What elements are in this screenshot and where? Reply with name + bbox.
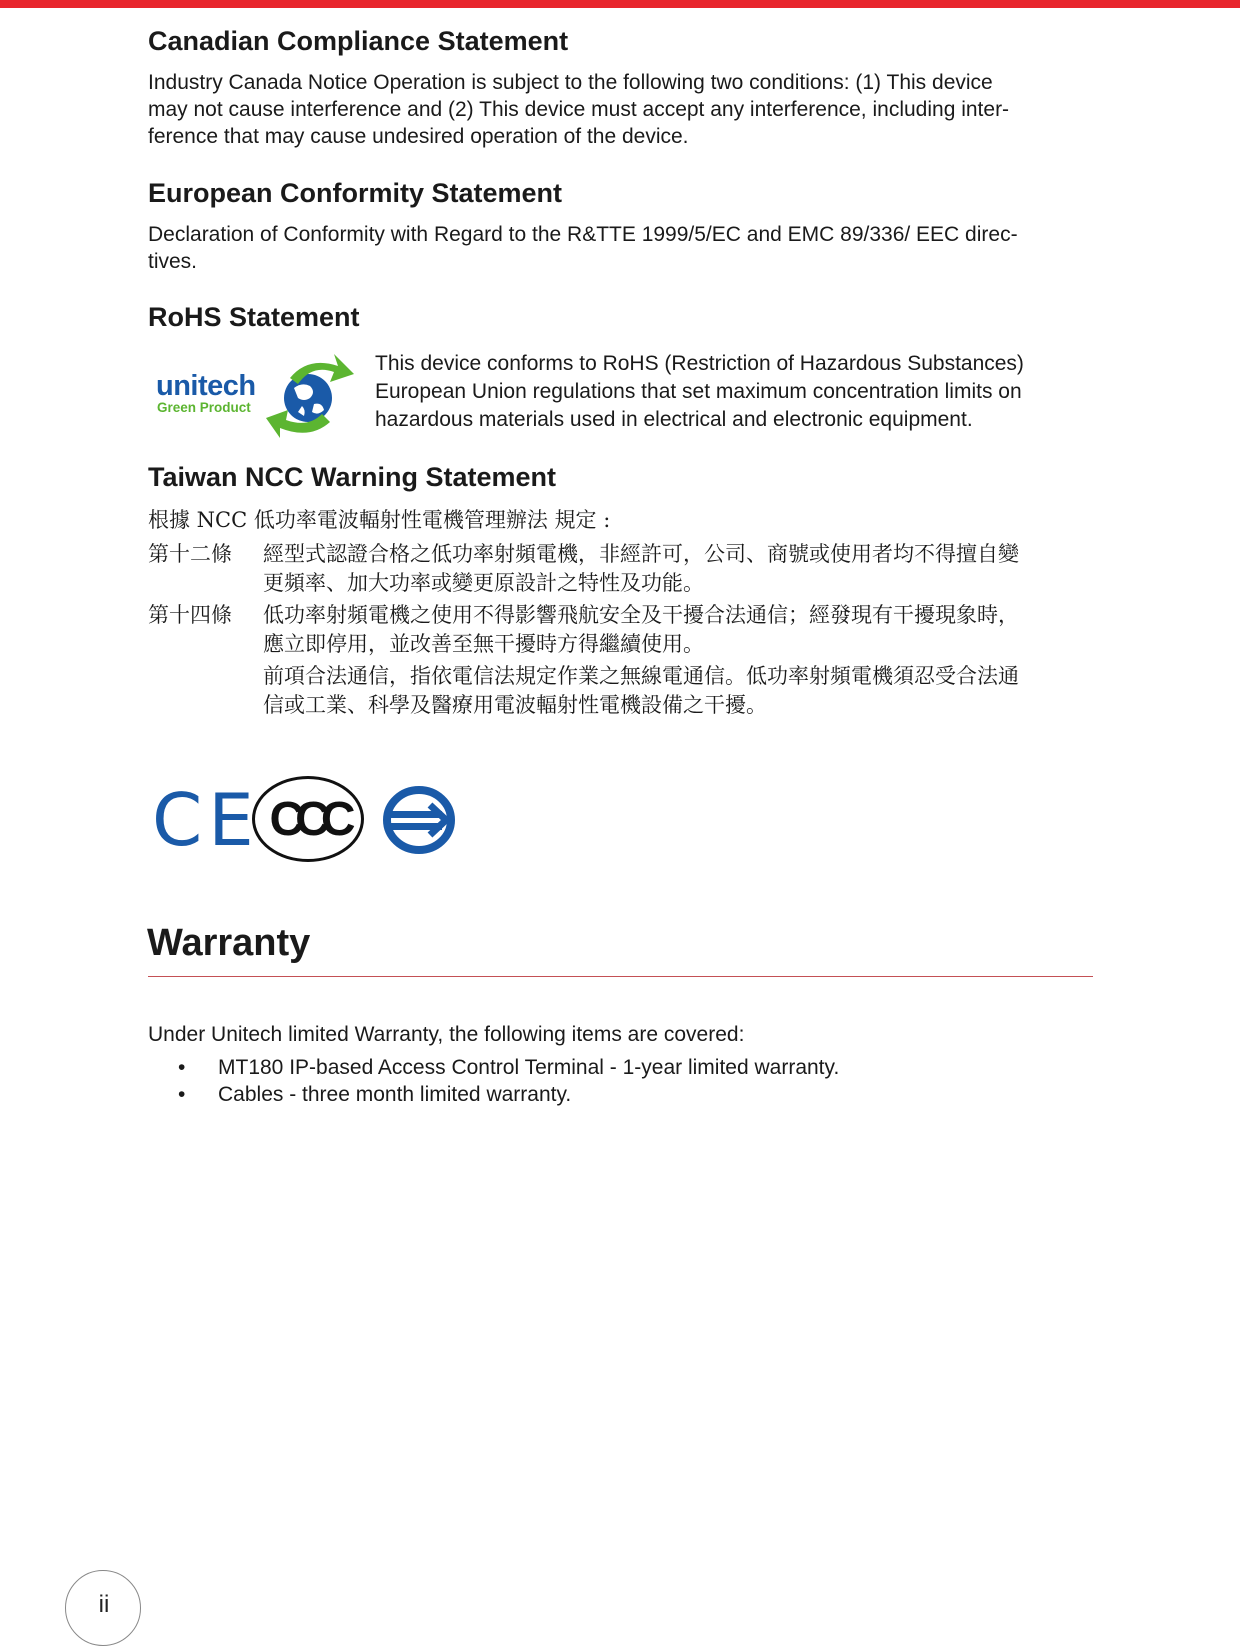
canadian-line: ference that may cause undesired operation of the device. (148, 125, 689, 148)
warranty-heading: Warranty (147, 922, 311, 964)
bullet-icon: • (178, 1083, 186, 1106)
bsmi-mark-icon (382, 785, 456, 855)
european-line: tives. (148, 250, 198, 273)
canadian-line: Industry Canada Notice Operation is subject to the following two conditions: (1) This device (148, 71, 993, 94)
rohs-heading: RoHS Statement (148, 302, 360, 332)
article-14-line: 應立即停用，並改善至無干擾時方得繼續使用。 (263, 632, 704, 656)
rohs-line: This device conforms to RoHS (Restriction of Hazardous Substances) (375, 352, 1024, 375)
list-item (148, 1054, 1098, 1081)
warranty-intro: Under Unitech limited Warranty, the following items are covered: (148, 1023, 745, 1046)
page-number: ii (98, 1591, 110, 1618)
taiwan-heading: Taiwan NCC Warning Statement (148, 462, 557, 492)
canadian-heading: Canadian Compliance Statement (148, 26, 569, 56)
list-item (148, 1081, 1098, 1108)
canadian-paragraph (148, 69, 1098, 150)
article-14-line: 低功率射頻電機之使用不得影響飛航安全及干擾合法通信；經發現有干擾現象時， (263, 603, 1019, 627)
article-12-text (263, 540, 1088, 598)
article-12 (148, 540, 1088, 600)
taiwan-intro: 根據 NCC 低功率電波輻射性電機管理辦法 規定 : (148, 508, 611, 532)
top-accent-bar (0, 0, 1240, 8)
european-paragraph (148, 221, 1098, 275)
ce-mark-text: CE (152, 778, 260, 862)
european-line: Declaration of Conformity with Regard to the R&TTE 1999/5/EC and EMC 89/336/ EEC direc- (148, 223, 1018, 246)
list-item-text: Cables - three month limited warranty. (218, 1083, 572, 1106)
rohs-line: European Union regulations that set maximum concentration limits on (375, 380, 1022, 403)
article-14-label: 第十四條 (148, 603, 232, 627)
ce-mark (152, 772, 260, 872)
rohs-paragraph (375, 350, 1095, 434)
article-14-text (263, 601, 1088, 659)
logo-tagline: Green Product (157, 400, 251, 415)
article-12-label: 第十二條 (148, 542, 232, 566)
european-heading: European Conformity Statement (148, 178, 563, 208)
article-14b-text (263, 662, 1088, 720)
article-14 (148, 601, 1088, 661)
ccc-mark-text: CCC (269, 793, 347, 846)
globe-recycle-icon (264, 348, 356, 440)
page-number-badge (65, 1570, 141, 1646)
unitech-green-product-logo (152, 348, 362, 440)
section-divider (148, 976, 1093, 977)
article-12-line: 經型式認證合格之低功率射頻電機，非經許可，公司、商號或使用者均不得擅自變 (263, 542, 1019, 566)
canadian-line: may not cause interference and (2) This device must accept any interference, including inter- (148, 98, 1010, 121)
article-14b-line: 信或工業、科學及醫療用電波輻射性電機設備之干擾。 (263, 693, 767, 717)
rohs-line: hazardous materials used in electrical and electronic equipment. (375, 408, 973, 431)
bullet-icon: • (178, 1056, 186, 1079)
list-item-text: MT180 IP-based Access Control Terminal - 1-year limited warranty. (218, 1056, 840, 1079)
article-12-line: 更頻率、加大功率或變更原設計之特性及功能。 (263, 571, 704, 595)
article-14b-line: 前項合法通信，指依電信法規定作業之無線電通信。低功率射頻電機須忍受合法通 (263, 664, 1019, 688)
article-14-paragraph-2 (148, 662, 1088, 722)
warranty-list (148, 1054, 1098, 1108)
logo-brand: unitech (156, 370, 256, 402)
ccc-mark (252, 776, 364, 862)
